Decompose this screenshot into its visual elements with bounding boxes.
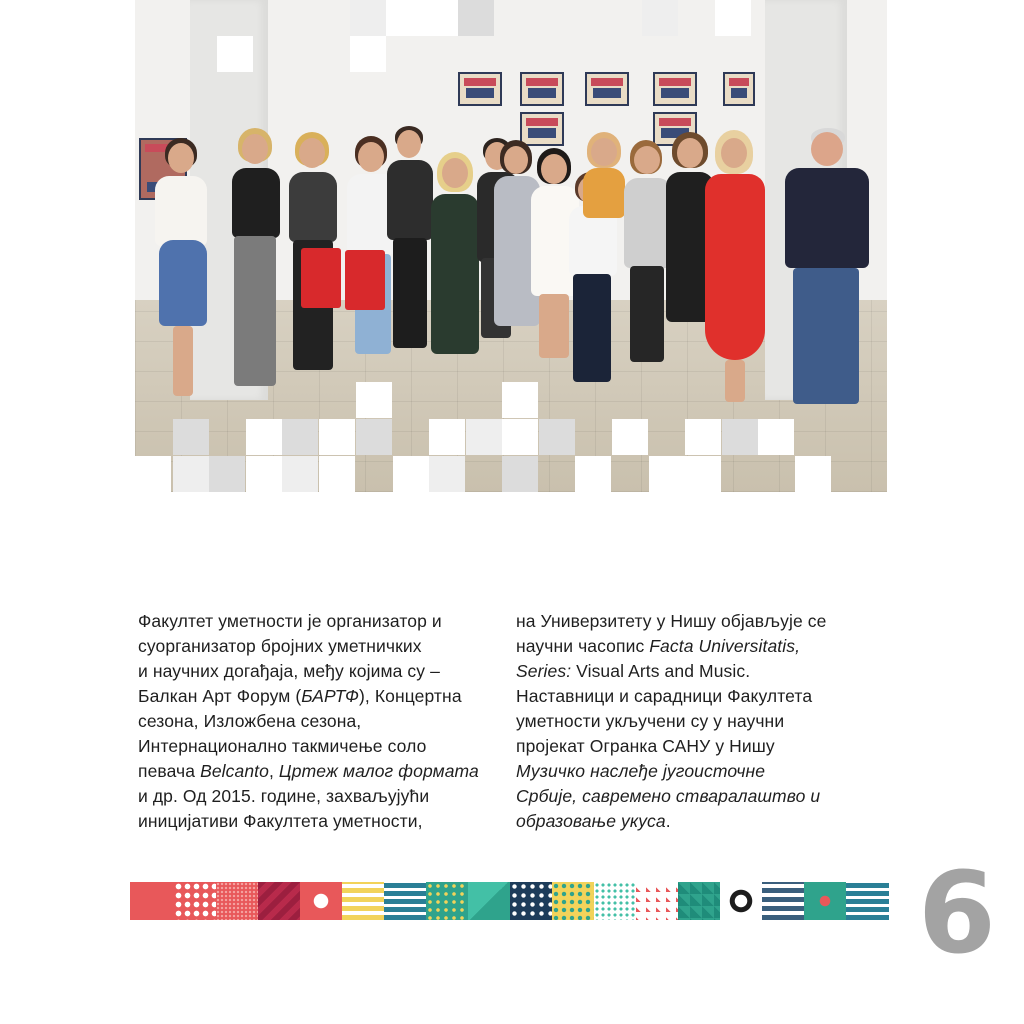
pixel-block [758,419,794,455]
pattern-tile [678,882,720,920]
pattern-tile [468,882,510,920]
text-line [516,609,876,634]
pixel-block [502,419,538,455]
pattern-tile [846,882,889,920]
text-line [138,684,498,709]
pattern-tile [594,882,636,920]
text-span: певача [138,761,201,781]
pixel-block [356,382,392,418]
pixel-block [722,419,758,455]
pixel-block [466,419,502,455]
decorative-pattern-strip [130,882,894,920]
text-span: Интернационално такмичење соло [138,736,427,756]
text-line [516,784,876,809]
italic-text-span: Србије, савремено стваралаштво и [516,786,821,806]
text-line [138,709,498,734]
italic-text-span: Belcanto [200,761,269,781]
pattern-tile [720,882,762,920]
pixel-block [429,419,465,455]
pattern-tile [130,882,174,920]
wall-poster [520,72,564,106]
wall-poster [458,72,502,106]
pixel-block [282,456,318,492]
text-line [516,809,876,834]
pixel-block [217,36,253,72]
pattern-tile [384,882,426,920]
pixel-block [135,456,171,492]
italic-text-span: образовање укуса [516,811,666,831]
pattern-tile [258,882,300,920]
pixel-block [319,419,355,455]
text-line [516,709,876,734]
pixel-block [502,382,538,418]
pixel-block [642,0,678,36]
italic-text-span: Музичко наслеђе југоисточне [516,761,766,781]
pixel-block [246,456,282,492]
red-gift-bag [345,250,385,310]
text-span: иницијативи Факултета уметности, [138,811,423,831]
body-text-right-column [516,609,876,834]
text-span: Наставници и сарадници Факултета [516,686,813,706]
pixel-block [575,456,611,492]
pixel-block [350,36,386,72]
pixel-block [685,419,721,455]
pixel-block [282,419,318,455]
italic-text-span: Series: [516,661,572,681]
pixel-block [173,419,209,455]
pattern-tile [216,882,258,920]
text-line [516,659,876,684]
pixel-block [393,456,429,492]
person [775,128,875,418]
pattern-tile [510,882,552,920]
pattern-tile [762,882,804,920]
pixel-block [458,0,494,36]
text-span: ), Концертна [358,686,462,706]
wall-poster [723,72,755,106]
person [220,128,290,408]
pattern-tile [300,882,342,920]
pixel-block [173,456,209,492]
pattern-tile [174,882,216,920]
pixel-block [356,419,392,455]
text-line [138,634,498,659]
text-line [138,784,498,809]
text-line [516,759,876,784]
pixel-block [350,0,386,36]
pixel-block [502,456,538,492]
text-span: сезона, Изложбена сезона, [138,711,362,731]
italic-text-span: Facta Universitatis, [649,636,801,656]
text-line [138,609,498,634]
pixel-block [649,456,685,492]
pattern-tile [426,882,468,920]
event-photo [135,0,887,492]
pattern-tile [636,882,678,920]
text-line [138,809,498,834]
text-span: на Универзитету у Нишу објављује се [516,611,827,631]
pixel-block [386,0,422,36]
text-span: , [268,761,279,781]
text-span: Факултет уметности је организатор и [138,611,442,631]
pixel-block [246,419,282,455]
person [691,130,777,410]
text-line [138,659,498,684]
text-span: Visual Arts and Music. [571,661,751,681]
italic-text-span: БАРТФ [301,686,359,706]
text-span: уметности укључени су у научни [516,711,785,731]
text-span: суорганизатор бројних уметничких [138,636,422,656]
wall-poster [653,72,697,106]
pattern-tile [552,882,594,920]
italic-text-span: Цртеж малог формата [278,761,479,781]
red-gift-bag [301,248,341,308]
text-line [516,734,876,759]
body-text-left-column [138,609,498,834]
text-span: Балкан Арт Форум ( [138,686,302,706]
pixel-block [209,456,245,492]
text-line [516,684,876,709]
pixel-block [422,0,458,36]
text-span: научни часопис [516,636,650,656]
text-span: и др. Од 2015. године, захваљујући [138,786,430,806]
text-line [516,634,876,659]
person [145,138,215,408]
text-span: и научних догађаја, међу којима су – [138,661,440,681]
pixel-block [429,456,465,492]
text-line [138,734,498,759]
pixel-block [685,456,721,492]
pixel-block [795,456,831,492]
pixel-block [539,419,575,455]
pixel-block [319,456,355,492]
text-span: . [665,811,671,831]
page-number: 6 [918,849,996,979]
wall-poster [585,72,629,106]
pattern-tile [804,882,846,920]
pattern-tile [342,882,384,920]
pixel-block [715,0,751,36]
pixel-block [612,419,648,455]
text-span: пројекат Огранка САНУ у Нишу [516,736,775,756]
text-line [138,759,498,784]
